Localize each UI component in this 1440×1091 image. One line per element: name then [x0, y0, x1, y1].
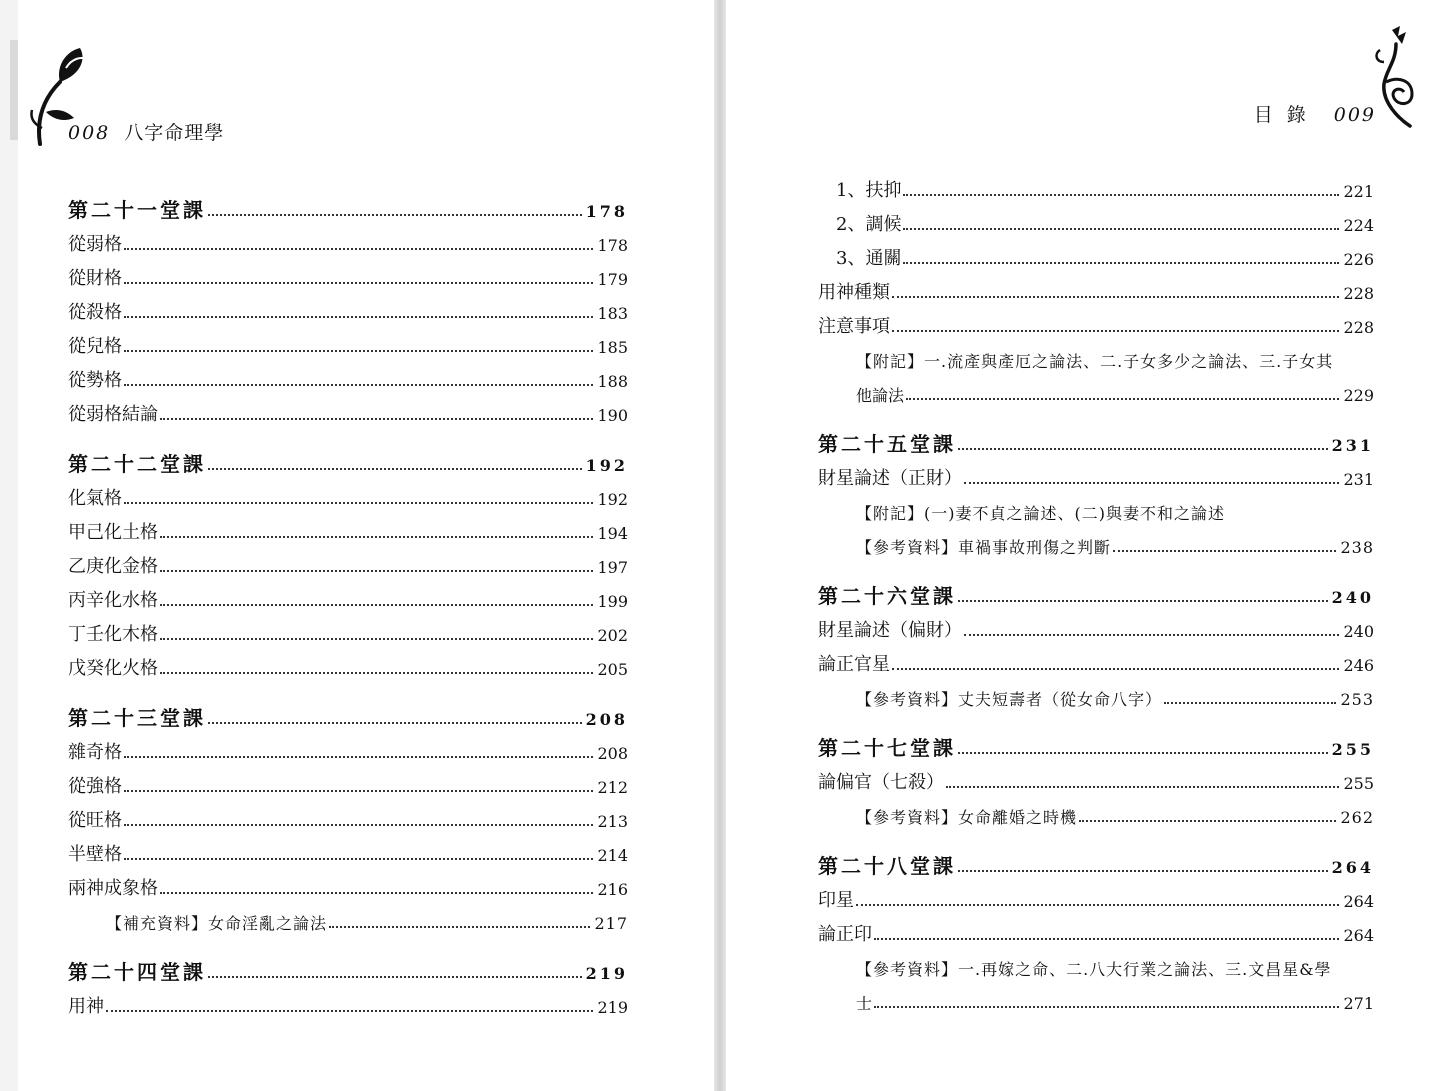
toc-entry: [818, 674, 1374, 708]
toc-entry-title: 雜奇格: [68, 742, 122, 763]
right-header-title: 目錄: [1253, 104, 1320, 126]
toc-lesson-heading: [818, 722, 1374, 758]
toc-entry-title: 甲己化土格: [68, 522, 158, 543]
toc-leader-dots: [124, 756, 593, 758]
toc-entry: [68, 864, 628, 898]
toc-entry: [818, 488, 1374, 522]
toc-entry-page: 231: [1343, 470, 1374, 489]
toc-entry-title: 【參考資料】丈夫短壽者（從女命八字）: [856, 690, 1163, 709]
toc-entry: [818, 910, 1374, 944]
tulip-ornament-icon: [1372, 22, 1418, 134]
toc-entry: [818, 758, 1374, 792]
right-running-header: [1254, 100, 1376, 127]
toc-entry-title: 戊癸化火格: [68, 658, 158, 679]
right-page-number: 009: [1333, 104, 1376, 126]
toc-entry: [68, 576, 628, 610]
toc-leader-dots: [964, 634, 1339, 636]
toc-lesson-heading: [68, 438, 628, 474]
toc-entry-title: 【附記】一.流產與產厄之論法、二.子女多少之論法、三.子女其: [856, 352, 1334, 371]
toc-entry: [818, 606, 1374, 640]
toc-entry-title: 論正印: [818, 924, 872, 945]
toc-entry-page: 183: [597, 304, 628, 323]
right-toc-list: [818, 166, 1374, 1012]
toc-entry-page: 271: [1343, 994, 1374, 1013]
toc-entry-title: 第二十六堂課: [818, 584, 956, 608]
toc-entry: [68, 254, 628, 288]
left-toc-list: [68, 184, 628, 1016]
toc-leader-dots: [946, 786, 1339, 788]
toc-entry-title: 第二十二堂課: [68, 452, 206, 476]
toc-entry-title: 【參考資料】一.再嫁之命、二.八大行業之論法、三.文昌星&學: [856, 960, 1332, 979]
toc-entry-page: 226: [1343, 250, 1374, 269]
toc-entry-title: 兩神成象格: [68, 878, 158, 899]
toc-entry-page: 202: [597, 626, 628, 645]
toc-entry-page: 178: [597, 236, 628, 255]
toc-lesson-heading: [68, 184, 628, 220]
toc-entry-page: 238: [1340, 538, 1374, 557]
toc-entry-page: 199: [597, 592, 628, 611]
toc-entry-title: 從勢格: [68, 370, 122, 391]
toc-entry: [68, 982, 628, 1016]
toc-lesson-heading: [818, 570, 1374, 606]
toc-entry-page: 205: [597, 660, 628, 679]
toc-entry-title: 財星論述（偏財）: [818, 620, 962, 641]
toc-leader-dots: [329, 926, 590, 928]
toc-leader-dots: [892, 296, 1339, 298]
toc-entry-title: 注意事項: [818, 316, 890, 337]
toc-entry-page: 192: [585, 456, 628, 475]
toc-entry-title: 第二十四堂課: [68, 960, 206, 984]
toc-leader-dots: [124, 858, 593, 860]
toc-entry: [68, 356, 628, 390]
toc-entry-title: 【參考資料】女命離婚之時機: [856, 808, 1078, 827]
toc-leader-dots: [208, 976, 582, 978]
toc-entry-title: 第二十五堂課: [818, 432, 956, 456]
toc-entry: [818, 200, 1374, 234]
toc-lesson-heading: [68, 946, 628, 982]
toc-entry-page: 264: [1343, 892, 1374, 911]
toc-leader-dots: [160, 570, 593, 572]
toc-entry: [818, 454, 1374, 488]
toc-entry: [68, 762, 628, 796]
toc-entry-page: 185: [597, 338, 628, 357]
toc-entry-title: 從旺格: [68, 810, 122, 831]
toc-entry-page: 221: [1343, 182, 1374, 201]
toc-entry: [68, 322, 628, 356]
toc-entry-title: 第二十八堂課: [818, 854, 956, 878]
toc-entry-title: 第二十一堂課: [68, 198, 206, 222]
toc-entry-page: 231: [1331, 436, 1374, 455]
toc-entry-title: 他論法: [856, 386, 905, 405]
toc-lesson-heading: [68, 692, 628, 728]
toc-leader-dots: [903, 262, 1339, 264]
toc-leader-dots: [160, 638, 593, 640]
left-page-number: 008: [68, 122, 111, 144]
toc-entry-title: 第二十七堂課: [818, 736, 956, 760]
toc-entry: [68, 474, 628, 508]
toc-entry-title: 從財格: [68, 268, 122, 289]
toc-entry-title: 用神: [68, 996, 104, 1017]
toc-entry-page: 178: [585, 202, 628, 221]
toc-entry: [818, 876, 1374, 910]
toc-leader-dots: [160, 672, 593, 674]
toc-lesson-heading: [818, 418, 1374, 454]
left-running-header: [68, 118, 224, 145]
toc-entry-page: 217: [594, 914, 628, 933]
toc-entry-title: 第二十三堂課: [68, 706, 206, 730]
toc-entry: [68, 644, 628, 678]
toc-entry: [68, 830, 628, 864]
toc-entry: [818, 166, 1374, 200]
toc-entry: [818, 370, 1374, 404]
left-page: [18, 0, 714, 1091]
toc-leader-dots: [856, 904, 1339, 906]
toc-leader-dots: [124, 824, 593, 826]
toc-lesson-heading: [818, 840, 1374, 876]
toc-entry: [68, 796, 628, 830]
toc-leader-dots: [892, 330, 1339, 332]
toc-entry-page: 264: [1343, 926, 1374, 945]
toc-entry: [68, 288, 628, 322]
toc-entry-title: 2、調候: [836, 214, 902, 235]
toc-leader-dots: [892, 668, 1339, 670]
toc-leader-dots: [903, 194, 1339, 196]
toc-leader-dots: [874, 938, 1339, 940]
toc-entry-page: 214: [597, 846, 628, 865]
toc-entry-title: 【參考資料】車禍事故刑傷之判斷: [856, 538, 1112, 557]
toc-leader-dots: [160, 536, 593, 538]
toc-leader-dots: [124, 316, 593, 318]
toc-leader-dots: [160, 604, 593, 606]
toc-leader-dots: [208, 722, 582, 724]
toc-leader-dots: [208, 468, 582, 470]
toc-entry-title: 乙庚化金格: [68, 556, 158, 577]
toc-leader-dots: [124, 248, 593, 250]
toc-entry: [68, 728, 628, 762]
toc-leader-dots: [1113, 550, 1336, 552]
toc-entry: [818, 302, 1374, 336]
toc-entry-page: 219: [585, 964, 628, 983]
toc-entry-page: 194: [597, 524, 628, 543]
toc-entry-page: 262: [1340, 808, 1374, 827]
toc-leader-dots: [1164, 702, 1336, 704]
toc-entry-title: 【補充資料】女命淫亂之論法: [106, 914, 328, 933]
toc-leader-dots: [874, 1006, 1339, 1008]
toc-entry-title: 從弱格: [68, 234, 122, 255]
toc-entry-title: 3、通關: [836, 248, 902, 269]
toc-entry-title: 丙辛化水格: [68, 590, 158, 611]
toc-entry-title: 印星: [818, 890, 854, 911]
toc-leader-dots: [958, 870, 1328, 872]
toc-entry-page: 255: [1331, 740, 1374, 759]
toc-entry: [68, 898, 628, 932]
toc-entry-page: 228: [1343, 284, 1374, 303]
toc-entry-page: 192: [597, 490, 628, 509]
toc-leader-dots: [124, 384, 593, 386]
toc-entry-page: 240: [1343, 622, 1374, 641]
toc-entry-page: 208: [585, 710, 628, 729]
toc-entry-title: 從殺格: [68, 302, 122, 323]
toc-entry-title: 化氣格: [68, 488, 122, 509]
toc-entry: [818, 792, 1374, 826]
toc-entry-title: 從弱格結論: [68, 404, 158, 425]
toc-entry-title: 【附記】(一)妻不貞之論述、(二)與妻不和之論述: [856, 504, 1225, 523]
toc-leader-dots: [124, 350, 593, 352]
toc-entry-page: 212: [597, 778, 628, 797]
toc-entry-page: 240: [1331, 588, 1374, 607]
toc-leader-dots: [124, 502, 593, 504]
right-page: [726, 0, 1440, 1091]
toc-entry: [68, 610, 628, 644]
toc-entry-title: 財星論述（正財）: [818, 468, 962, 489]
toc-entry-page: 208: [597, 744, 628, 763]
toc-entry: [68, 220, 628, 254]
toc-entry: [818, 234, 1374, 268]
toc-entry: [68, 390, 628, 424]
toc-entry-title: 論正官星: [818, 654, 890, 675]
toc-entry-page: 197: [597, 558, 628, 577]
toc-leader-dots: [958, 600, 1328, 602]
toc-entry-page: 224: [1343, 216, 1374, 235]
toc-entry-page: 179: [597, 270, 628, 289]
toc-entry-title: 用神種類: [818, 282, 890, 303]
toc-entry-page: 213: [597, 812, 628, 831]
toc-entry-title: 從強格: [68, 776, 122, 797]
toc-entry-page: 188: [597, 372, 628, 391]
toc-leader-dots: [160, 892, 593, 894]
toc-entry-page: 246: [1343, 656, 1374, 675]
toc-entry-title: 從兒格: [68, 336, 122, 357]
toc-entry-title: 士: [856, 994, 873, 1013]
toc-entry-page: 229: [1343, 386, 1374, 405]
toc-entry-title: 論偏官（七殺）: [818, 772, 944, 793]
toc-entry-page: 255: [1343, 774, 1374, 793]
toc-entry: [818, 978, 1374, 1012]
toc-leader-dots: [958, 448, 1328, 450]
toc-entry: [68, 542, 628, 576]
toc-entry-title: 丁壬化木格: [68, 624, 158, 645]
toc-entry: [818, 522, 1374, 556]
toc-entry: [818, 336, 1374, 370]
toc-leader-dots: [903, 228, 1339, 230]
toc-entry: [68, 508, 628, 542]
toc-entry-page: 253: [1340, 690, 1374, 709]
toc-leader-dots: [124, 282, 593, 284]
toc-leader-dots: [964, 482, 1339, 484]
book-gutter: [714, 0, 726, 1091]
toc-entry: [818, 944, 1374, 978]
left-book-title: 八字命理學: [124, 122, 225, 144]
toc-entry-title: 半壁格: [68, 844, 122, 865]
toc-entry-page: 190: [597, 406, 628, 425]
toc-entry-title: 1、扶抑: [836, 180, 902, 201]
toc-leader-dots: [124, 790, 593, 792]
toc-leader-dots: [1079, 820, 1336, 822]
toc-leader-dots: [208, 214, 582, 216]
toc-leader-dots: [106, 1010, 593, 1012]
toc-entry-page: 219: [597, 998, 628, 1017]
toc-entry-page: 228: [1343, 318, 1374, 337]
toc-entry: [818, 268, 1374, 302]
toc-leader-dots: [958, 752, 1328, 754]
toc-entry: [818, 640, 1374, 674]
toc-entry-page: 264: [1331, 858, 1374, 877]
toc-leader-dots: [160, 418, 593, 420]
toc-entry-page: 216: [597, 880, 628, 899]
toc-leader-dots: [906, 398, 1339, 400]
page-edge-shadow: [10, 40, 18, 140]
